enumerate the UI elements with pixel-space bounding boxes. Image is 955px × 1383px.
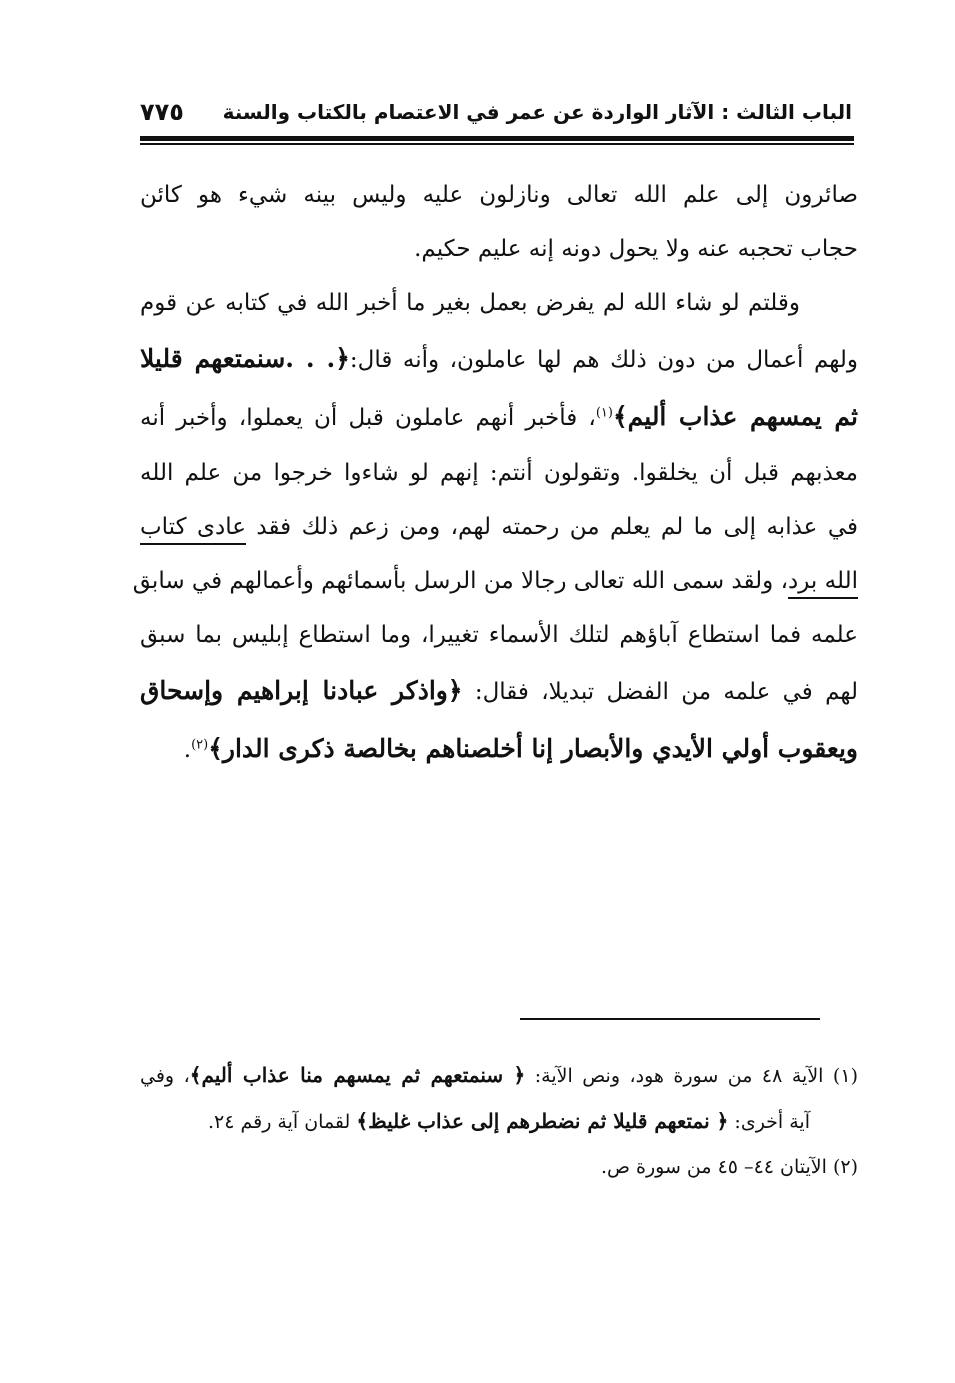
text-line <box>140 720 858 778</box>
quran-quote: ﴿واذكر عبادنا إبراهيم وإسحاق <box>140 676 463 705</box>
header-rule-thin <box>140 143 854 145</box>
quran-quote: ﴿ سنمتعهم ثم يمسهم منا عذاب أليم﴾ <box>189 1063 526 1087</box>
text-run: ، فأخبر أنهم عاملون قبل أن يعملوا، وأخبر أنه <box>140 405 596 431</box>
header-rule-thick <box>140 136 854 141</box>
text-run: (١) الآية ٤٨ من سورة هود، ونص الآية: <box>525 1065 858 1087</box>
text-line <box>140 388 858 446</box>
text-run: . <box>183 737 192 763</box>
text-run: ولهم أعمال من دون ذلك هم لها عاملون، وأنه قال: <box>349 347 858 373</box>
quran-quote: ثم يمسهم عذاب أليم﴾ <box>612 402 859 431</box>
main-text <box>132 168 859 778</box>
quran-quote: ﴿. . .سنمتعهم قليلا <box>140 344 350 373</box>
text-line <box>140 500 858 554</box>
text-line <box>132 554 858 608</box>
text-line: معذبهم قبل أن يخلقوا. وتقولون أنتم: إنهم لو شاءوا خرجوا من علم الله <box>140 460 858 486</box>
page-number: ٧٧٥ <box>140 98 184 126</box>
chapter-title: الباب الثالث : الآثار الواردة عن عمر في الاعتصام بالكتاب والسنة <box>222 100 852 124</box>
text-line: صائرون إلى علم الله تعالى ونازلون عليه وليس بينه شيء هو كائن <box>140 182 858 208</box>
footnote-line: (٢) الآيتان ٤٤– ٤٥ من سورة ص. <box>600 1156 858 1178</box>
text-run: لهم في علمه من الفضل تبديلا، فقال: <box>462 679 858 705</box>
footnote-separator <box>520 1018 820 1020</box>
text-line <box>140 662 858 720</box>
text-run: آية أخرى: <box>728 1111 810 1133</box>
quran-quote: ويعقوب أولي الأيدي والأبصار إنا أخلصناهم بخالصة ذكرى الدار﴾ <box>208 734 858 763</box>
underlined-text: عادى كتاب <box>140 514 246 545</box>
footnotes <box>140 1052 858 1190</box>
text-line: وقلتم لو شاء الله لم يفرض بعمل بغير ما أخبر الله في كتابه عن قوم <box>140 290 800 316</box>
text-line: علمه فما استطاع آباؤهم لتلك الأسماء تغييرا، وما استطاع إبليس بما سبق <box>140 622 858 648</box>
text-run: لقمان آية رقم ٢٤. <box>207 1111 357 1133</box>
text-run: ، ولقد سمى الله تعالى رجالا من الرسل بأسمائهم وأعمالهم في سابق <box>132 568 788 594</box>
text-run: في عذابه إلى ما لم يعلم من رحمته لهم، ومن زعم ذلك فقد <box>245 514 858 540</box>
text-line <box>140 330 858 388</box>
underlined-text: الله برد <box>788 568 858 599</box>
footnote-ref[interactable]: (٢) <box>191 737 209 753</box>
running-header <box>140 96 852 136</box>
text-run: ، وفي <box>140 1065 190 1087</box>
footnote-line <box>140 1098 858 1144</box>
footnote-ref[interactable]: (١) <box>595 405 613 421</box>
text-line: حجاب تحجبه عنه ولا يحول دونه إنه عليم حكيم. <box>414 236 858 262</box>
footnote-line <box>140 1052 858 1098</box>
quran-quote: ﴿ نمتعهم قليلا ثم نضطرهم إلى عذاب غليظ﴾ <box>356 1109 729 1133</box>
